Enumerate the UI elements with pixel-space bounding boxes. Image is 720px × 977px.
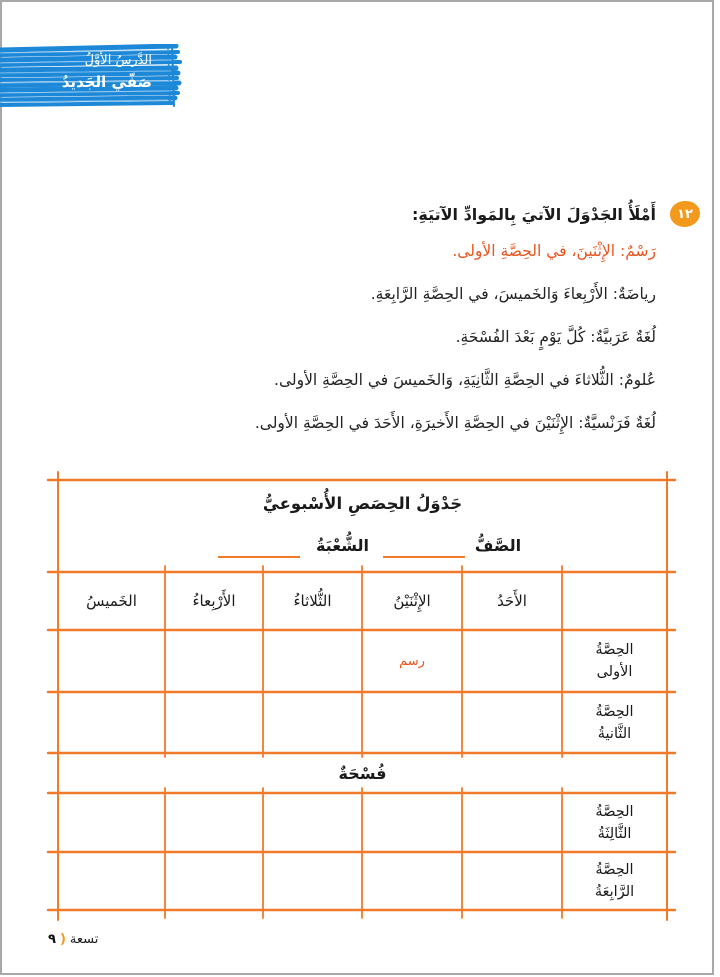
exercise-number-badge: ١٢	[670, 201, 700, 227]
timetable-title: جَدْوَلُ الحِصَصِ الأُسْبوعيُّ	[262, 494, 463, 513]
subject-list	[40, 230, 656, 445]
cell-fourth-sunday[interactable]	[462, 852, 562, 910]
period-label-second: الحِصَّةُ الثَّانيةُ	[595, 703, 634, 742]
cell-entry: رسم	[399, 653, 425, 669]
exercise-instruction: أَمْلَأُ الجَدْوَلَ الآتيَ بِالمَوادِّ الآتيَةِ:	[411, 204, 656, 224]
cell-second-monday[interactable]	[362, 692, 462, 753]
day-header-sunday: الأَحَدُ	[497, 592, 527, 610]
page-number: ٩	[48, 932, 56, 947]
page-number-bracket: (	[59, 932, 66, 947]
cell-second-wednesday[interactable]	[165, 692, 263, 753]
cell-second-thursday[interactable]	[58, 692, 165, 753]
subject-line-science: عُلومٌ: الثُّلاثاءَ في الحِصَّةِ الثَّانِيَةِ، وَالخَميسَ في الحِصَّةِ الأولى.	[274, 371, 656, 389]
class-label: الصَّفُّ	[474, 536, 522, 555]
cell-third-tuesday[interactable]	[263, 793, 362, 852]
cell-fourth-tuesday[interactable]	[263, 852, 362, 910]
cell-first-sunday[interactable]	[462, 630, 562, 692]
day-header-thursday: الخَميسُ	[86, 592, 137, 610]
cell-third-wednesday[interactable]	[165, 793, 263, 852]
lesson-banner	[0, 44, 182, 110]
cell-first-wednesday[interactable]	[165, 630, 263, 692]
subject-line-arabic: لُغَةٌ عَرَبيَّةٌ: كُلَّ يَوْمٍ بَعْدَ الفُسْحَةِ.	[455, 328, 656, 346]
cell-first-tuesday[interactable]	[263, 630, 362, 692]
subject-line-sport: رياضَةٌ: الأَرْبِعاءَ وَالخَميسَ، في الحِصَّةِ الرَّابِعَةِ.	[370, 285, 656, 303]
cell-third-thursday[interactable]	[58, 793, 165, 852]
section-label: الشُّعْبَةُ	[315, 536, 370, 555]
cell-third-monday[interactable]	[362, 793, 462, 852]
cell-third-sunday[interactable]	[462, 793, 562, 852]
lesson-label: الدَّرسُ الأوَّلُ	[84, 53, 152, 68]
exercise-header	[40, 198, 700, 230]
page-footer	[48, 932, 98, 947]
subject-line-french: لُغَةٌ فَرَنْسيَّةٌ: الإِثْنَيْنَ في الحِصَّةِ الأَخيرَةِ، الأَحَدَ في الحِصَّةِ الأولى.	[254, 414, 656, 432]
period-label-first: الحِصَّةُ الأولى	[595, 642, 634, 680]
cell-fourth-wednesday[interactable]	[165, 852, 263, 910]
break-row: فُسْحَةٌ	[338, 763, 387, 783]
day-header-monday: الإِثْنَيْنُ	[393, 592, 431, 610]
exercise	[40, 198, 700, 445]
cell-fourth-thursday[interactable]	[58, 852, 165, 910]
cell-second-sunday[interactable]	[462, 692, 562, 753]
page-number-word: تسعة	[69, 932, 99, 947]
day-header-wednesday: الأَرْبِعاءُ	[192, 592, 236, 610]
day-header-tuesday: الثُّلاثاءُ	[293, 592, 332, 610]
lesson-title: صَفّي الجَديدُ	[61, 73, 152, 91]
cell-first-thursday[interactable]	[58, 630, 165, 692]
period-label-fourth: الحِصَّةُ الرَّابِعَةُ	[594, 862, 635, 900]
cell-first-monday[interactable]	[362, 630, 462, 692]
banner-text	[2, 52, 152, 94]
period-label-third: الحِصَّةُ الثَّالِثَةُ	[595, 803, 634, 842]
cell-second-tuesday[interactable]	[263, 692, 362, 753]
cell-fourth-monday[interactable]	[362, 852, 462, 910]
subject-line-art: رَسْمٌ: الإِثْنَينَ، في الحِصَّةِ الأولى.	[452, 242, 656, 260]
